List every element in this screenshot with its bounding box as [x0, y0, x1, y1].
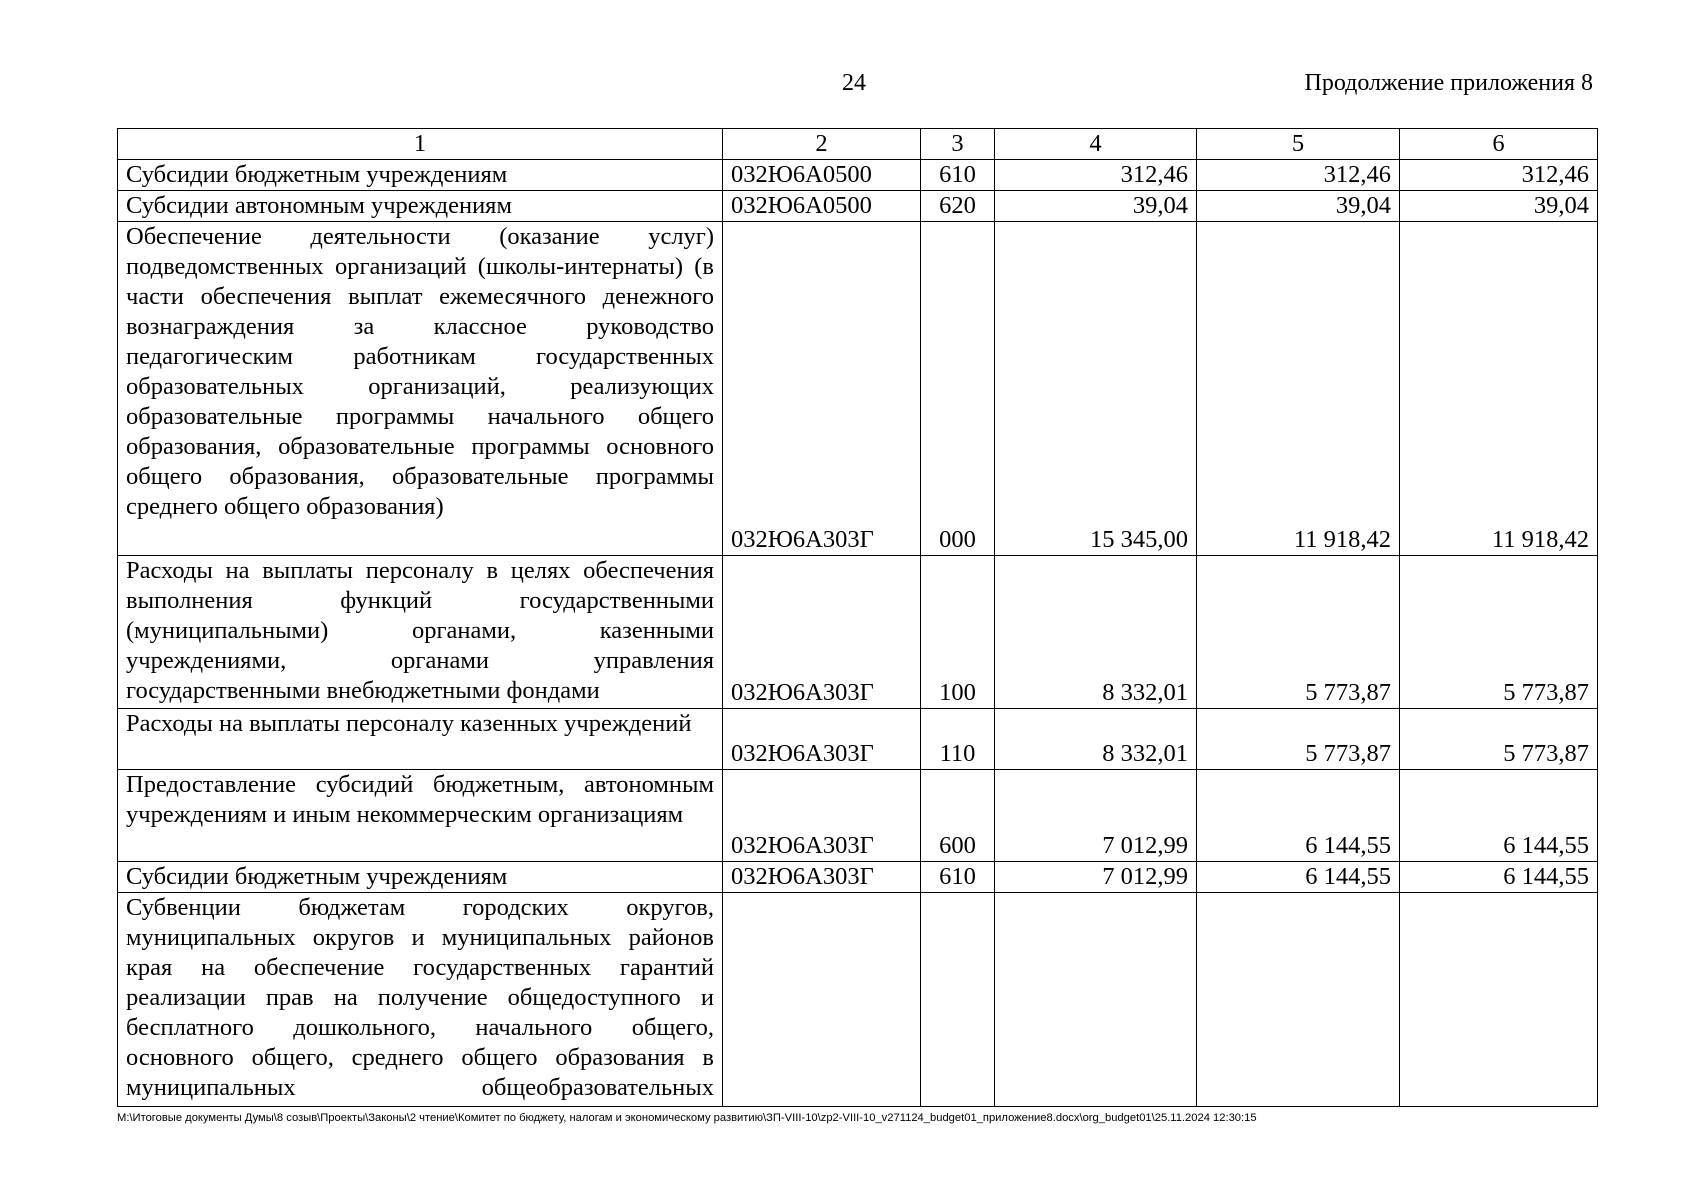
table-row	[118, 770, 1598, 862]
expense-type-code: 110	[921, 709, 995, 770]
amount-col-5: 11 918,42	[1197, 222, 1400, 556]
row-name: Предоставление субсидий бюджетным, автономным учреждениям и иным некоммерческим организациям	[118, 770, 723, 862]
table-row	[118, 160, 1598, 191]
document-file-path: M:\Итоговые документы Думы\8 созыв\Проекты\Законы\2 чтение\Комитет по бюджету, налогам и экономическому развитию\ЗП-VIII-10\zp2-VIII-10_v271124_budget01_приложение8.docx\org_budget01\25.11.2024 12:30:15	[117, 1112, 1257, 1124]
column-header: 4	[995, 129, 1197, 160]
table-row	[118, 222, 1598, 556]
amount-col-4: 7 012,99	[995, 770, 1197, 862]
amount-col-4: 15 345,00	[995, 222, 1197, 556]
target-article-code: 032Ю6А303Г	[723, 556, 921, 709]
amount-col-4: 8 332,01	[995, 709, 1197, 770]
appendix-continuation-title: Продолжение приложения 8	[1304, 70, 1593, 96]
target-article-code: 032Ю6А303Г	[723, 222, 921, 556]
column-header: 2	[723, 129, 921, 160]
column-header: 5	[1197, 129, 1400, 160]
amount-col-6: 5 773,87	[1400, 709, 1598, 770]
column-header: 1	[118, 129, 723, 160]
amount-col-4: 312,46	[995, 160, 1197, 191]
expense-type-code: 610	[921, 862, 995, 893]
amount-col-5: 5 773,87	[1197, 556, 1400, 709]
target-article-code: 032Ю6А303Г	[723, 770, 921, 862]
table-row	[118, 709, 1598, 770]
expense-type-code: 620	[921, 191, 995, 222]
row-name: Субсидии бюджетным учреждениям	[118, 160, 723, 191]
amount-col-5: 39,04	[1197, 191, 1400, 222]
amount-col-6: 6 144,55	[1400, 770, 1598, 862]
amount-col-6	[1400, 893, 1598, 1107]
amount-col-5	[1197, 893, 1400, 1107]
target-article-code	[723, 893, 921, 1107]
table-row	[118, 893, 1598, 1107]
budget-table	[117, 128, 1598, 1107]
expense-type-code: 600	[921, 770, 995, 862]
column-header: 6	[1400, 129, 1598, 160]
amount-col-6: 5 773,87	[1400, 556, 1598, 709]
amount-col-4	[995, 893, 1197, 1107]
amount-col-5: 312,46	[1197, 160, 1400, 191]
amount-col-4: 7 012,99	[995, 862, 1197, 893]
amount-col-5: 5 773,87	[1197, 709, 1400, 770]
amount-col-6: 39,04	[1400, 191, 1598, 222]
amount-col-6: 11 918,42	[1400, 222, 1598, 556]
expense-type-code: 100	[921, 556, 995, 709]
column-number-row	[118, 129, 1598, 160]
row-name: Субсидии бюджетным учреждениям	[118, 862, 723, 893]
row-name: Субвенции бюджетам городских округов, муниципальных округов и муниципальных районов края на обеспечение государственных гарантий реализации прав на получение общедоступного и бесплатного дошкольного, начального общего, основного общего, среднего общего образования в муниципальных общеобразовательных	[118, 893, 723, 1107]
target-article-code: 032Ю6А0500	[723, 191, 921, 222]
amount-col-4: 39,04	[995, 191, 1197, 222]
row-name: Расходы на выплаты персоналу в целях обеспечения выполнения функций государственными (муниципальными) органами, казенными учреждениями, органами управления государственными внебюджетными фондами	[118, 556, 723, 709]
target-article-code: 032Ю6А303Г	[723, 709, 921, 770]
target-article-code: 032Ю6А303Г	[723, 862, 921, 893]
table-row	[118, 862, 1598, 893]
amount-col-5: 6 144,55	[1197, 770, 1400, 862]
expense-type-code	[921, 893, 995, 1107]
amount-col-6: 312,46	[1400, 160, 1598, 191]
amount-col-5: 6 144,55	[1197, 862, 1400, 893]
row-name: Расходы на выплаты персоналу казенных учреждений	[118, 709, 723, 770]
column-header: 3	[921, 129, 995, 160]
page-number: 24	[842, 70, 866, 96]
target-article-code: 032Ю6А0500	[723, 160, 921, 191]
row-name: Обеспечение деятельности (оказание услуг) подведомственных организаций (школы-интернаты) (в части обеспечения выплат ежемесячного денежного вознаграждения за классное руководство педагогическим работникам государственных образовательных организаций, реализующих образовательные программы начального общего образования, образовательные программы основного общего образования, образовательные программы среднего общего образования)	[118, 222, 723, 556]
table-row	[118, 556, 1598, 709]
expense-type-code: 000	[921, 222, 995, 556]
table-row	[118, 191, 1598, 222]
amount-col-6: 6 144,55	[1400, 862, 1598, 893]
amount-col-4: 8 332,01	[995, 556, 1197, 709]
expense-type-code: 610	[921, 160, 995, 191]
row-name: Субсидии автономным учреждениям	[118, 191, 723, 222]
